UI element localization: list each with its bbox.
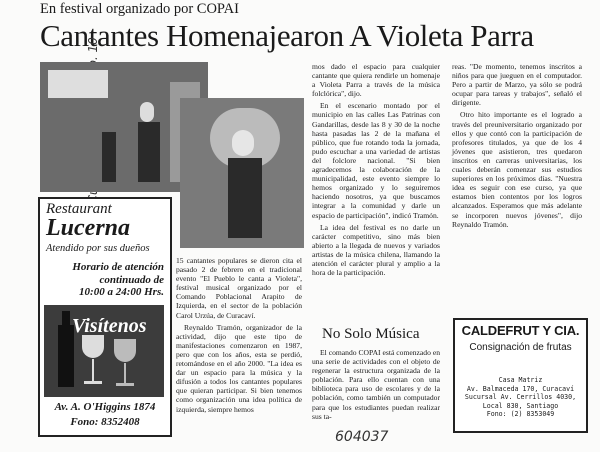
headline: Cantantes Homenajearon A Violeta Parra xyxy=(40,18,534,53)
ad-caldefrut-address-line: Casa Matriz xyxy=(498,376,543,384)
article-column-2 xyxy=(312,62,440,280)
ad-restaurant-phone: Fono: 8352408 xyxy=(70,416,140,428)
col3-paragraph: Otro hito importante es el logrado a través del preuniversitario organizado por ellos y que contó con la participación de profesores titulados, ya que de los 4 jóvenes que asistieron, tres quedaron inscritos en carreras universitarias, los cuales deberán comenzar sus estudios superiores en los próximos días. "Nuestra idea es seguir con ese curso, ya que estamos bien contentos por los logros alcanzados. Esperamos que más adelante se incorporen nuevos jóvenes", dijo Reynaldo Tramón. xyxy=(452,110,582,229)
catalog-number: 604037 xyxy=(335,429,389,445)
ad-caldefrut-address-line: Sucursal Av. Cerrillos 4030, xyxy=(464,393,577,402)
photo-caption xyxy=(176,256,302,417)
ad-restaurant-label: Restaurant xyxy=(46,201,112,217)
col3-paragraph: reas. "De momento, tenemos inscritos a niños para que jueguen en el computador. Pero a partir de Marzo, ya sólo se podrá ocupar para tareas y trabajos", señaló el dirigente. xyxy=(452,62,582,108)
ad-caldefrut-tagline: Consignación de frutas xyxy=(469,342,572,353)
ad-hours-value: 10:00 a 24:00 Hrs. xyxy=(79,286,164,298)
ad-restaurant-name: Lucerna xyxy=(46,215,130,241)
article-column-2-continued xyxy=(312,348,440,424)
ad-caldefrut-address-line: Local 830, Santiago xyxy=(482,401,559,410)
kicker: En festival organizado por COPAI xyxy=(40,1,239,17)
ad-caldefrut xyxy=(453,318,588,433)
ad-restaurant-tagline: Atendido por sus dueños xyxy=(46,243,150,254)
article-column-3 xyxy=(452,62,582,232)
ad-restaurant-hours xyxy=(60,261,164,299)
ad-caldefrut-address-line: Av. Balmaceda 170, Curacaví xyxy=(466,384,575,393)
col2b-paragraph: El comando COPAI está comenzado en una serie de actividades con el objeto de regenerar la estructura organizada de la población. Para ello cuentan con una biblioteca para uso de escolares y de la población, como también un computador para que los estudiantes puedan realizar sus ta- xyxy=(312,348,440,421)
caption-paragraph: 15 cantantes populares se dieron cita el pasado 2 de febrero en el tradicional evento "El Pueblo le canta a Violeta", festival musical organizado por el Comando Poblacional Arapito de Izquierda, en el sector de la población Carol Urzúa, de Curacaví. xyxy=(176,256,302,320)
ad-hours-label: Horario de atención continuado de xyxy=(72,261,164,286)
subheading: No Solo Música xyxy=(322,326,420,342)
ad-caldefrut-address xyxy=(455,376,586,419)
col2-paragraph: mos dado el espacio para cualquier cantante que quiera rendirle un homenaje a Violeta Parra a través de la música folclórica", dijo. xyxy=(312,62,440,99)
col1-paragraph: Reynaldo Tramón, organizador de la actividad, dijo que este tipo de manifestaciones comenzaron en 1987, pero que con los años, esta se perdió, retomándose en el año 2000. "La idea es dar un espacio para la música y la difusión a todos los cantantes populares que quieran participar. Si bien tenemos como organización una idea política de izquierda, siempre hemos xyxy=(176,322,302,414)
ad-restaurant-visit: Visítenos xyxy=(72,315,147,337)
col2-paragraph: En el escenario montado por el municipio en las calles Las Patrinas con Gandarillas, desde las 8 y 30 de la noche hasta pasadas las 2 de la mañana el público, que fue rotando toda la jornada, pudo escuchar a una variedad de artistas del folclore nacional. "Si bien agradecemos la colaboración de la municipalidad, este evento siempre lo hemos organizado y lo seguiremos haciendo nosotros, ya que buscamos integrar a la comunidad y darle un espacio de participación", indicó Tramón. xyxy=(312,101,440,220)
ad-restaurant-address: Av. A. O'Higgins 1874 xyxy=(54,401,156,413)
photo-singer xyxy=(180,98,304,248)
col2-paragraph: La idea del festival es no darle un carácter competitivo, sino más bien abierto a la llegada de nuevos y variados artistas de la música chilena, llamando la atención el carácter plural y amplio a la hora de la participación. xyxy=(312,222,440,278)
ad-restaurant-lucerna xyxy=(38,197,172,437)
ad-caldefrut-address-line: Fono: (2) 8353049 xyxy=(486,410,555,419)
ad-caldefrut-name: CALDEFRUT Y CIA. xyxy=(461,323,580,338)
